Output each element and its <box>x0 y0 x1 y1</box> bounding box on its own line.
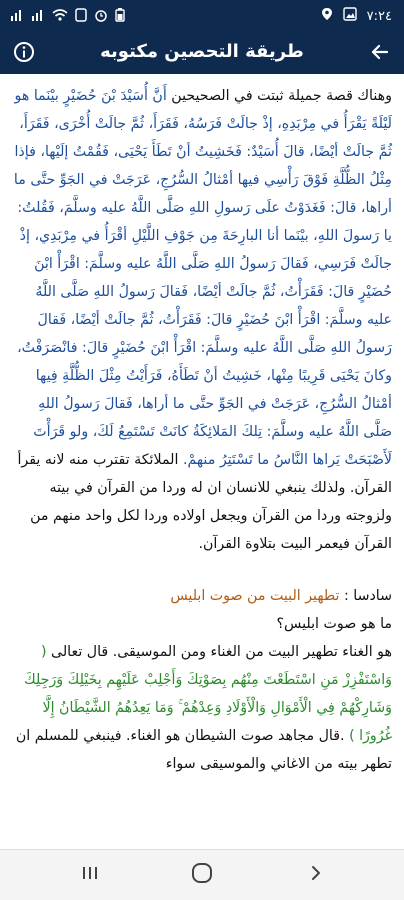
paragraph-outro: الملائكة تقترب منه لانه يقرأ القرآن. ولذلك ينبغي للانسان ان له وردا من القرآن في بيته ولزوجته وردا من القرآن ويجعل اولاده وردا لكل واحد منهم من القرآن فيعمر البيت بتلاوة القرآن. <box>17 452 392 552</box>
app-bar <box>0 34 404 74</box>
article-content[interactable] <box>0 74 404 850</box>
arrow-back-icon <box>369 41 391 67</box>
paragraph-gap <box>10 558 392 582</box>
hadith-text: أَنَّ أُسَيْدَ بْنَ حُضَيْرٍ بيْنَما هو لَيْلَةً يَقْرَأُ في مِرْبَدِهِ، إذْ جالَتْ فَرَسُهُ، فَقَرَأَ، ثُمَّ جالَتْ أُخْرَى، فَقَرَأَ، ثُمَّ جالَتْ أيْضًا، قالَ أُسَيْدٌ: فَخَشِيتُ أنْ تَطَأَ يَحْيَى، فَقُمْتُ إلَيْها، فإذا مِثْلُ الظُّلَّةِ فَوْقَ رَأْسِي فيها أمْثالُ السُّرُجِ، عَرَجَتْ في الجَوِّ حتَّى ما أراها، قالَ: فَغَدَوْتُ علَى رَسولِ اللهِ صَلَّى اللَّهُ عليه وسلَّمَ، فَقُلتُ: يا رَسولَ اللهِ، بيْنَما أنا البارِحَةَ مِن جَوْفِ اللَّيْلِ أقْرَأُ في مِرْبَدِي، إذْ جالَتْ فَرَسِي، فَقالَ رَسولُ اللهِ صَلَّى اللَّهُ عليه وسلَّمَ: اقْرَأْ ابْنَ حُضَيْرٍ قالَ: فَقَرَأْتُ، ثُمَّ جالَتْ أيْضًا، فَقالَ رَسولُ اللهِ صَلَّى اللَّهُ عليه وسلَّمَ: اقْرَأْ ابْنَ حُضَيْرٍ قالَ: فَقَرَأْتُ، ثُمَّ جالَتْ أيْضًا، فَقالَ رَسولُ اللهِ صَلَّى اللَّهُ عليه وسلَّمَ: اقْرَأْ ابْنَ حُضَيْرٍ قالَ: فانْصَرَفْتُ، وكانَ يَحْيَى قَرِيبًا مِنْها، خَشِيتُ أنْ تَطَأَهُ، فَرَأَيْتُ مِثْلَ الظُّلَّةِ فِيها أمْثالُ السُّرُجِ، عَرَجَتْ في الجَوِّ حتَّى ما أراها، فَقالَ رَسولُ اللهِ صَلَّى اللَّهُ عليه وسلَّمَ: تِلكَ المَلائِكَةُ كانَتْ تَسْتَمِعُ لَكَ، ولو قَرَأْتَ لَأَصْبَحَتْ يَراها النَّاسُ ما تَسْتَتِرُ منهمْ. <box>13 88 392 468</box>
section-question: ما هو صوت ابليس؟ <box>276 616 392 632</box>
recents-icon <box>81 864 99 886</box>
gallery-icon <box>343 7 357 25</box>
status-time: ٧:٢٤ <box>366 8 392 24</box>
status-icons-right <box>321 7 392 25</box>
paragraph-intro-2: هو الغناء تطهير البيت من الغناء ومن الموسيقى. قال تعالى <box>46 644 392 660</box>
section-title: تطهير البيت من صوت ابليس <box>170 588 340 604</box>
recents-button[interactable] <box>70 860 110 890</box>
sim-icon <box>75 8 87 25</box>
section-prefix: سادسا : <box>339 588 392 604</box>
page-title: طريقة التحصين مكتوبه <box>100 41 304 62</box>
quran-verse: ( وَاسْتَفْزِزْ مَنِ اسْتَطَعْتَ مِنْهُم بِصَوْتِكَ وَأَجْلِبْ عَلَيْهِم بِخَيْلِكَ وَرَجِلِكَ وَشَارِكْهُمْ فِي الْأَمْوَالِ وَالْأَوْلَادِ وَعِدْهُمْ ۚ وَمَا يَعِدُهُمُ الشَّيْطَانُ إِلَّا غُرُورًا ) <box>24 644 392 744</box>
back-button[interactable] <box>366 40 394 68</box>
signal-icon <box>10 8 24 25</box>
back-nav-button[interactable] <box>296 860 336 890</box>
status-bar <box>0 0 404 34</box>
info-button[interactable] <box>10 40 38 68</box>
paragraph-outro-2: .قال مجاهد صوت الشيطان هو الغناء. فينبغي للمسلم ان تطهر بيته من الاغاني والموسيقى سواء <box>15 728 392 772</box>
home-button[interactable] <box>182 860 222 890</box>
system-nav-bar <box>0 849 404 900</box>
section-heading <box>10 582 392 610</box>
wifi-icon <box>52 8 68 25</box>
info-icon <box>13 41 35 67</box>
home-icon <box>191 862 213 888</box>
battery-icon <box>115 8 125 25</box>
location-icon <box>321 7 333 25</box>
paragraph-intro: وهناك قصة جميلة ثبتت في الصحيحين <box>166 88 392 104</box>
article-text <box>0 74 404 778</box>
alarm-icon <box>94 8 108 25</box>
status-icons-left <box>10 8 125 25</box>
signal-icon-2 <box>31 8 45 25</box>
chevron-right-icon <box>307 864 325 886</box>
